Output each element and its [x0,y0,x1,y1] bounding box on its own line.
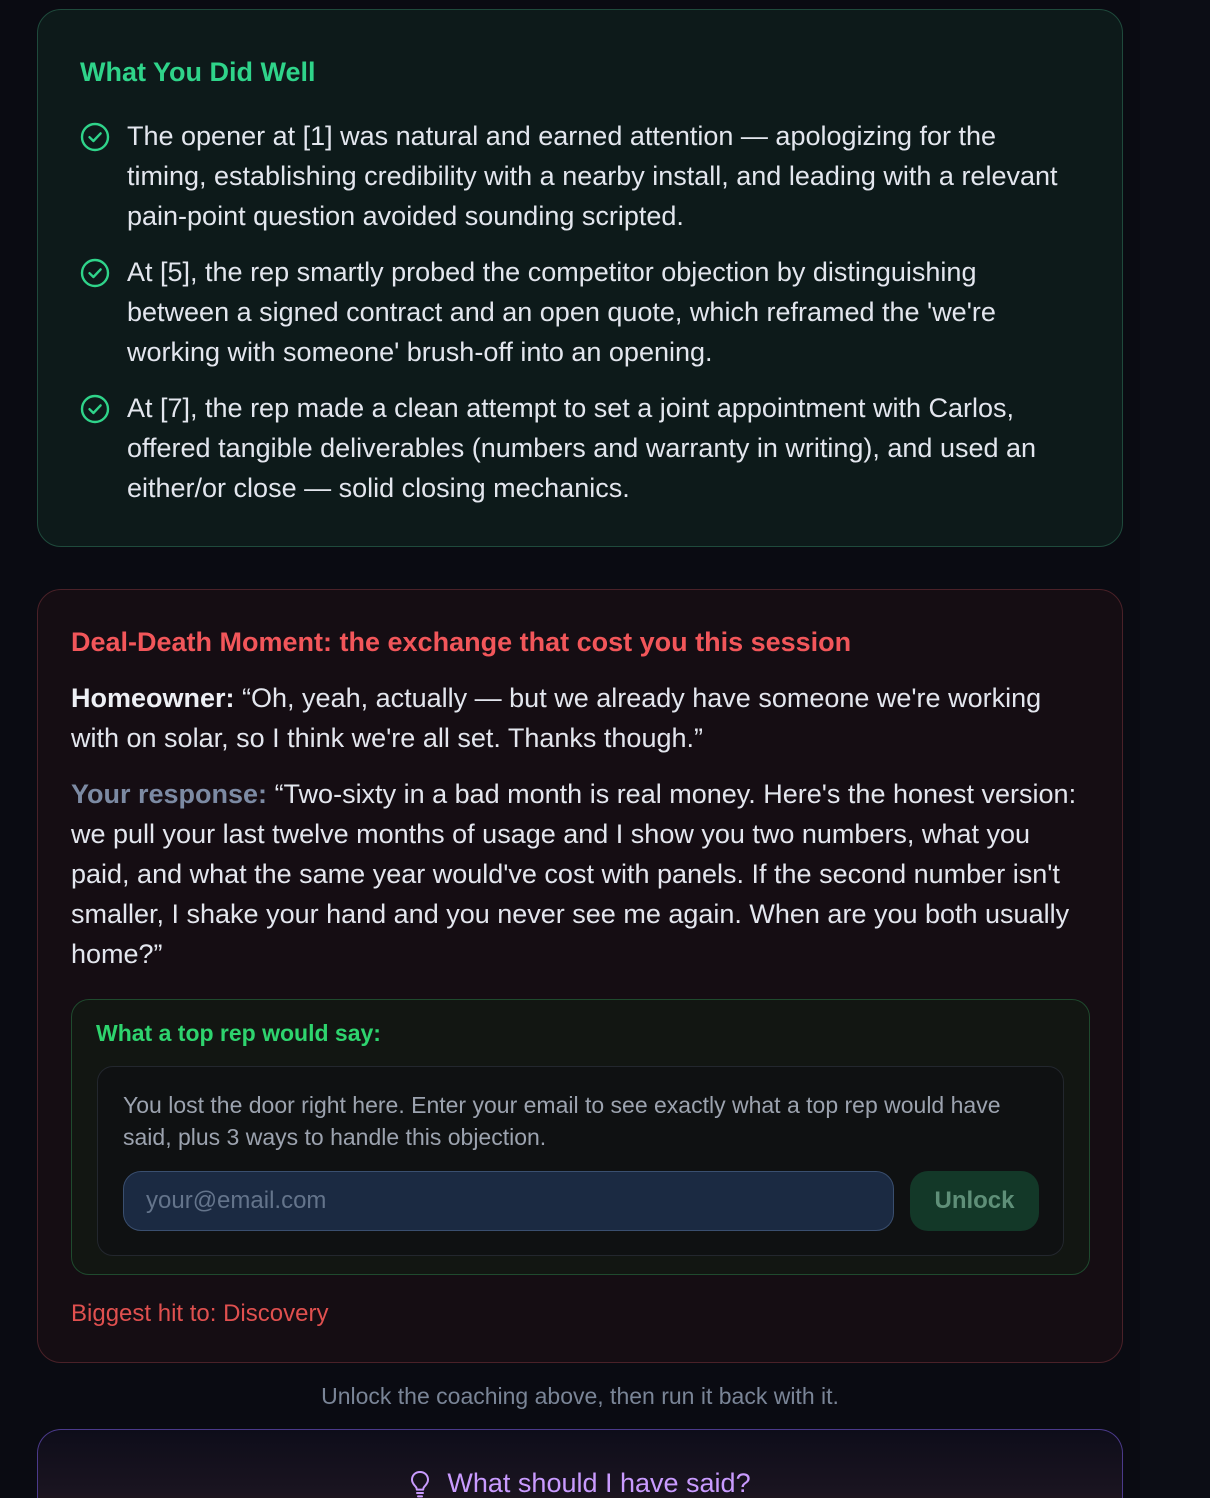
response-label: Your response: [71,779,268,809]
lightbulb-icon [409,1470,431,1498]
well-item-text: The opener at [1] was natural and earned attention — apologizing for the timing, establishing credibility with a nearby install, and leading with a relevant pain-point question avoided sounding scripted. [127,121,1058,231]
homeowner-quote: “Oh, yeah, actually — but we already have someone we're working with on solar, so I think we're all set. Thanks though.” [71,683,1042,753]
what-said-label: What should I have said? [447,1468,751,1498]
check-circle-icon [80,394,110,424]
deal-death-card [37,589,1123,1363]
gate-message: You lost the door right here. Enter your email to see exactly what a top rep would have said, plus 3 ways to handle this objection. [123,1092,1001,1150]
check-circle-icon [80,122,110,152]
deal-death-title: Deal-Death Moment: the exchange that cost you this session [71,627,852,657]
response-line [71,774,1089,974]
what-you-did-well-card [37,9,1123,547]
top-rep-title: What a top rep would say: [96,1020,381,1046]
homeowner-label: Homeowner: [71,683,235,713]
well-item [80,252,1080,372]
what-should-i-have-said-button[interactable] [37,1429,1123,1498]
well-item [80,388,1080,508]
right-edge-panel [1140,0,1210,1498]
response-quote: “Two-sixty in a bad month is real money. Here's the honest version: we pull your last twelve months of usage and I show you two numbers, what you paid, and what the same year would've cost with panels. If the second number isn't smaller, I shake your hand and you never see me again. When are you both usually home?” [71,779,1077,969]
well-item-text: At [7], the rep made a clean attempt to set a joint appointment with Carlos, offered tangible deliverables (numbers and warranty in writing), and used an either/or close — solid closing mechanics. [127,393,1037,503]
well-item-text: At [5], the rep smartly probed the competitor objection by distinguishing between a signed contract and an open quote, which reframed the 'we're working with someone' brush-off into an opening. [127,257,996,367]
well-item [80,116,1080,236]
check-circle-icon [80,258,110,288]
biggest-hit-label: Biggest hit to: Discovery [71,1300,329,1327]
email-input[interactable] [123,1171,894,1231]
unlock-button[interactable]: Unlock [910,1171,1039,1231]
email-gate [97,1066,1064,1256]
what-said-content [409,1468,750,1498]
coaching-hint: Unlock the coaching above, then run it back with it. [321,1383,839,1409]
homeowner-line [71,678,1089,758]
well-list [80,116,1080,508]
well-title: What You Did Well [80,57,316,87]
top-rep-box [71,999,1090,1275]
